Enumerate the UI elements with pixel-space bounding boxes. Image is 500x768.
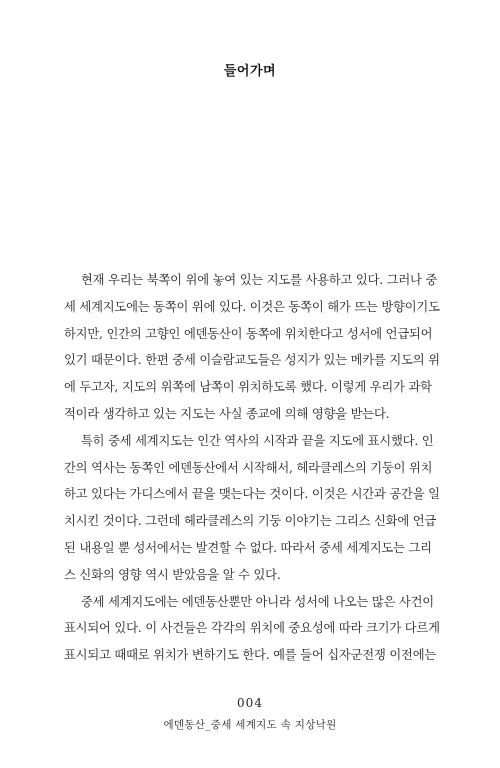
body-text: [64, 267, 440, 669]
text-line: 하고 있다는 가디스에서 끝을 맺는다는 것이다. 이것은 시간과 공간을 일: [64, 487, 440, 502]
text-line: 된 내용일 뿐 성서에서는 발견할 수 없다. 따라서 중세 세계지도는 그리: [64, 540, 432, 555]
text-line: 에 두고자, 지도의 위쪽에 남쪽이 위치하도록 했다. 이렇게 우리가 과학: [64, 380, 432, 395]
text-line: 특히 중세 세계지도는 인간 역사의 시작과 끝을 지도에 표시했다. 인: [81, 433, 434, 448]
running-footer: 에덴동산_중세 세계지도 속 지상낙원: [163, 719, 337, 731]
text-line: 표시되어 있다. 이 사건들은 각각의 위치에 중요성에 따라 크기가 다르게: [64, 621, 440, 636]
text-line: 세 세계지도에는 동쪽이 위에 있다. 이것은 동쪽이 해가 뜨는 방향이기도: [64, 299, 440, 314]
text-line: 표시되고 때때로 위치가 변하기도 한다. 예를 들어 십자군전쟁 이전에는: [64, 648, 437, 663]
text-line: 간의 역사는 동쪽인 에덴동산에서 시작해서, 헤라클레스의 기둥이 위치: [64, 460, 433, 475]
text-line: 치시킨 것이다. 그런데 헤라클레스의 기둥 이야기는 그리스 신화에 언급: [64, 514, 437, 529]
text-line: 현재 우리는 북쪽이 위에 놓여 있는 지도를 사용하고 있다. 그러나 중: [81, 273, 438, 287]
page-number: 004: [237, 696, 263, 710]
text-line: 적이라 생각하고 있는 지도는 사실 종교에 의해 영향을 받는다.: [64, 406, 390, 421]
text-line: 있기 때문이다. 한편 중세 이슬람교도들은 성지가 있는 메카를 지도의 위: [64, 353, 440, 368]
text-line: 스 신화의 영향 역시 받았음을 알 수 있다.: [64, 567, 281, 582]
text-line: 중세 세계지도에는 에덴동산뿐만 아니라 성서에 나오는 많은 사건이: [81, 594, 434, 609]
chapter-heading: 들어가며: [223, 64, 277, 79]
text-line: 하지만, 인간의 고향인 에덴동산이 동쪽에 위치한다고 성서에 언급되어: [64, 326, 433, 341]
